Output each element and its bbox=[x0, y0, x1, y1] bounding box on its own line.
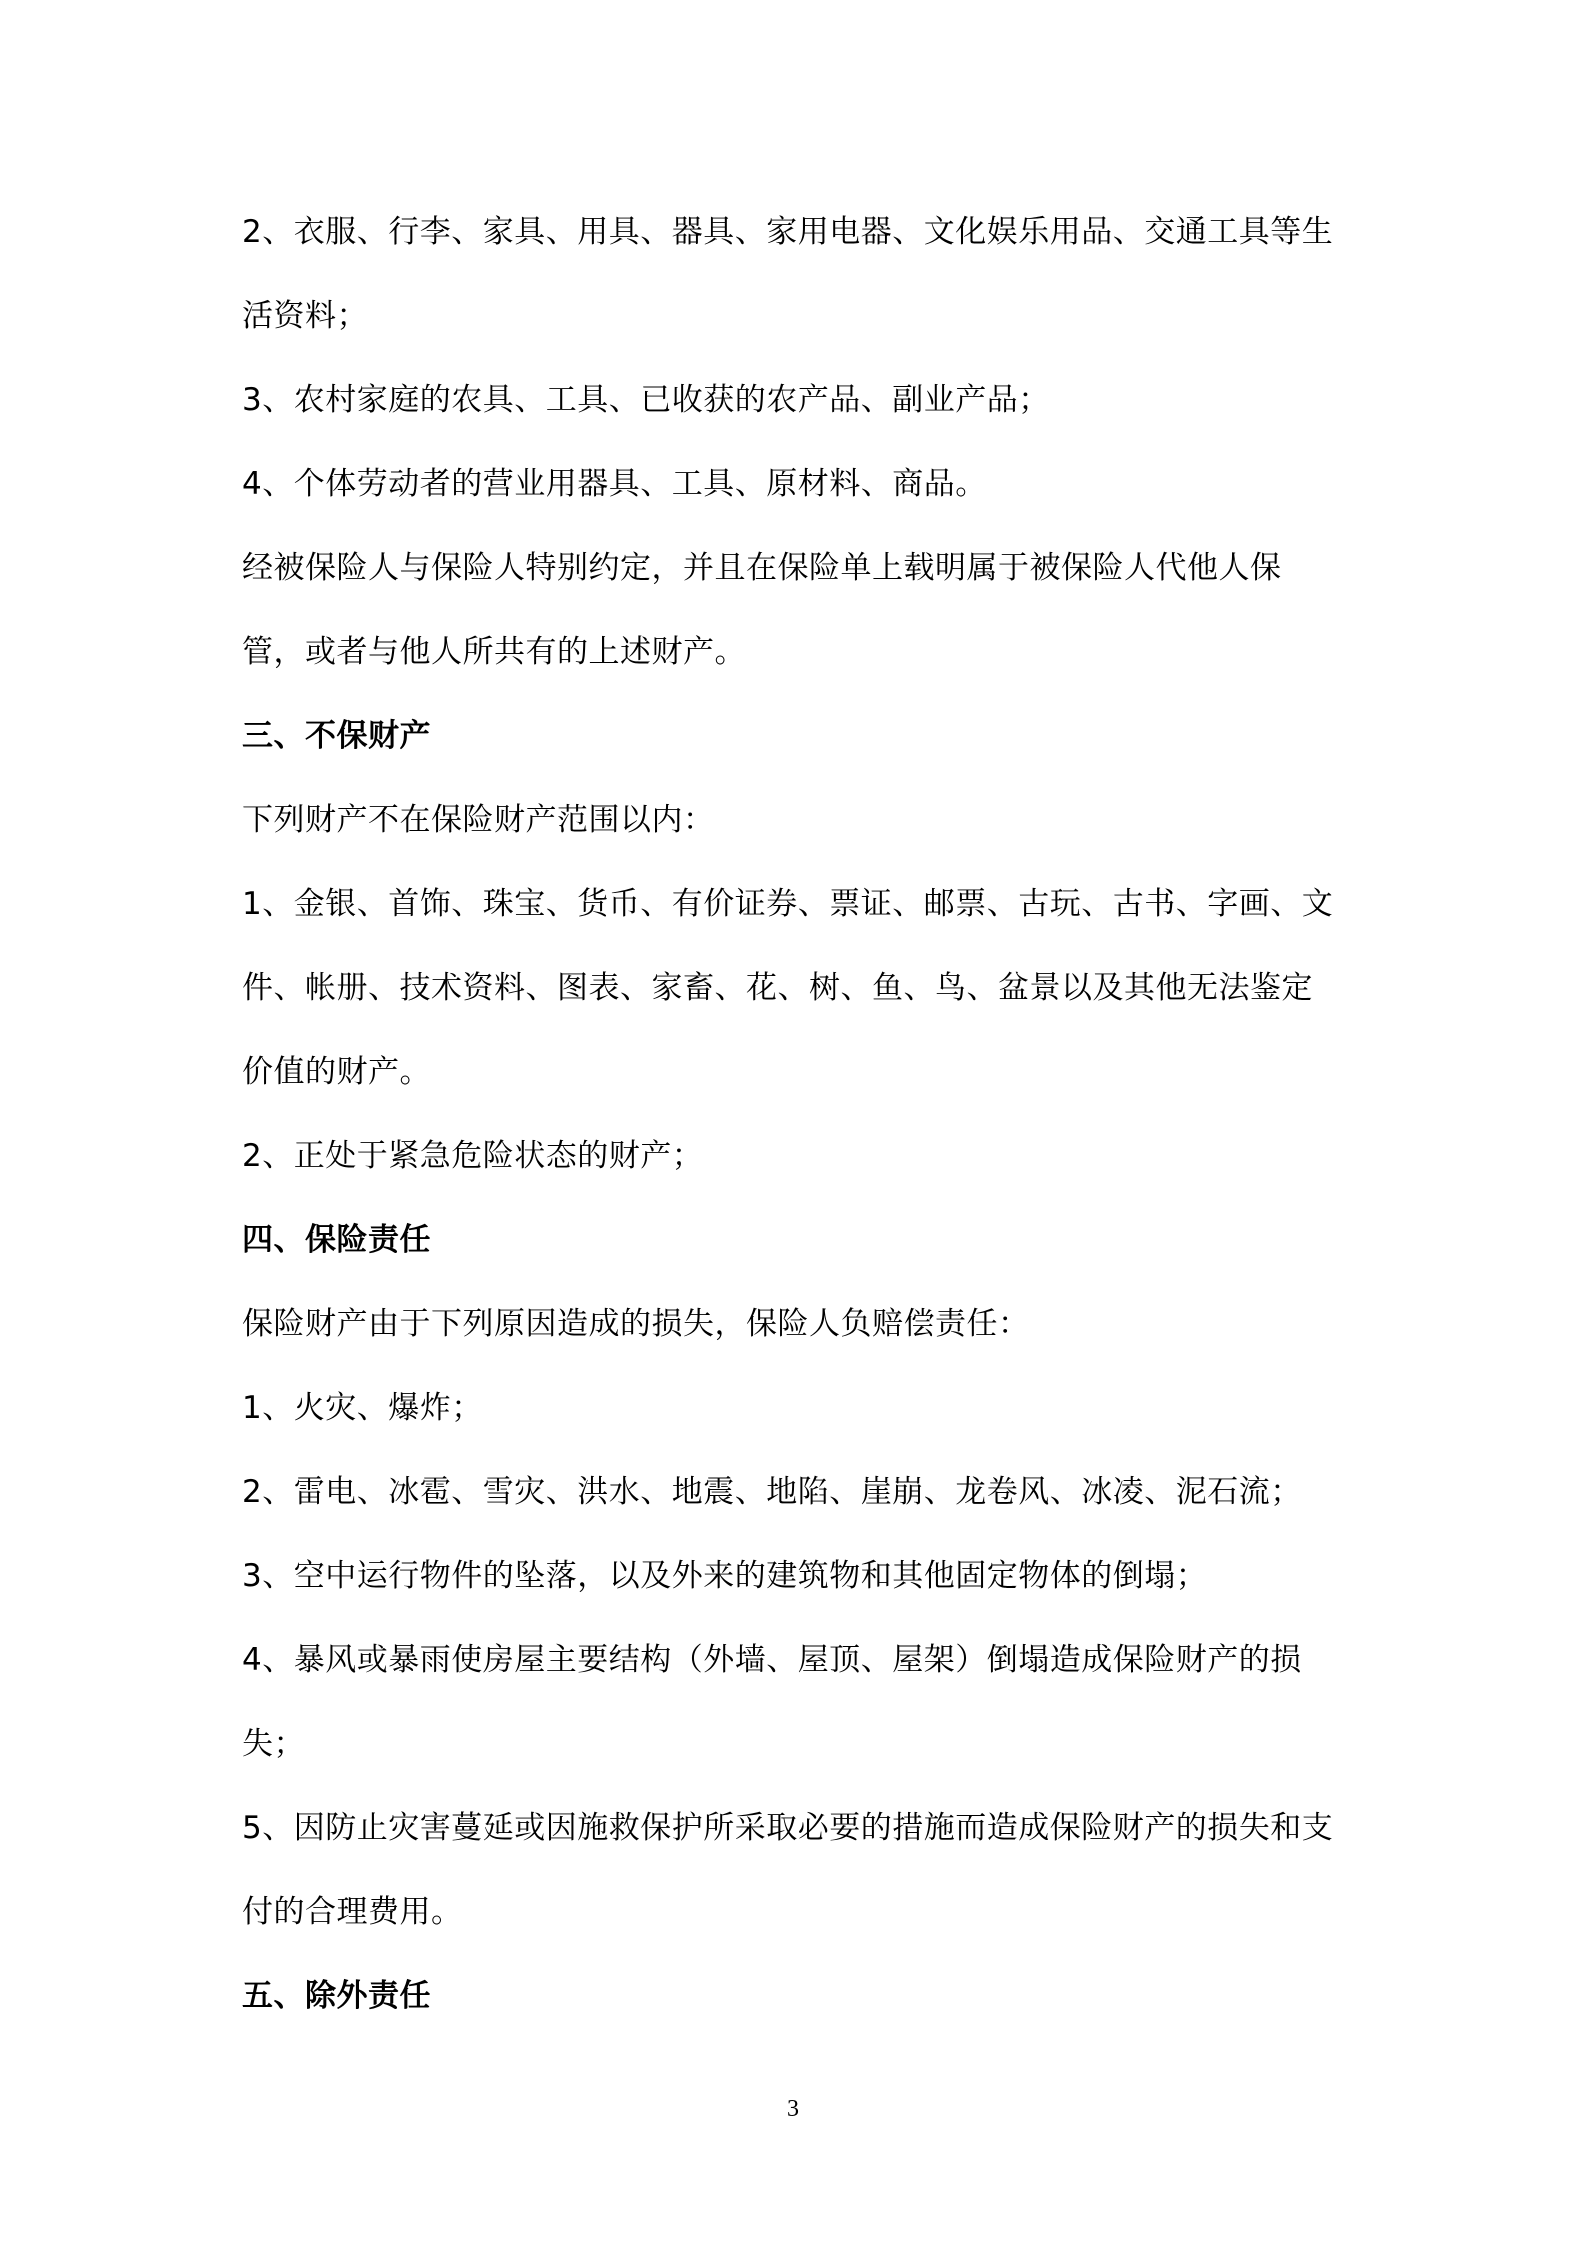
text-line: 保险财产由于下列原因造成的损失，保险人负赔偿责任： bbox=[242, 1306, 1030, 1342]
text-line: 4、暴风或暴雨使房屋主要结构（外墙、屋顶、屋架）倒塌造成保险财产的损 bbox=[242, 1642, 1302, 1678]
text-line: 3、农村家庭的农具、工具、已收获的农产品、副业产品； bbox=[242, 382, 1050, 418]
text-line: 1、金银、首饰、珠宝、货币、有价证券、票证、邮票、古玩、古书、字画、文 bbox=[242, 886, 1334, 922]
text-line: 付的合理费用。 bbox=[242, 1894, 463, 1930]
text-line: 2、衣服、行李、家具、用具、器具、家用电器、文化娱乐用品、交通工具等生 bbox=[242, 214, 1334, 250]
page-number: 3 bbox=[787, 2096, 799, 2122]
section-heading: 五、除外责任 bbox=[242, 1978, 431, 2014]
section-heading: 四、保险责任 bbox=[242, 1222, 431, 1258]
section-heading: 三、不保财产 bbox=[242, 718, 431, 754]
text-line: 5、因防止灾害蔓延或因施救保护所采取必要的措施而造成保险财产的损失和支 bbox=[242, 1810, 1334, 1846]
text-line: 管，或者与他人所共有的上述财产。 bbox=[242, 634, 746, 670]
text-line: 经被保险人与保险人特别约定，并且在保险单上载明属于被保险人代他人保 bbox=[242, 550, 1282, 586]
text-line: 2、正处于紧急危险状态的财产； bbox=[242, 1138, 704, 1174]
text-line: 4、个体劳动者的营业用器具、工具、原材料、商品。 bbox=[242, 466, 987, 502]
text-line: 件、帐册、技术资料、图表、家畜、花、树、鱼、鸟、盆景以及其他无法鉴定 bbox=[242, 970, 1313, 1006]
text-line: 价值的财产。 bbox=[242, 1054, 431, 1090]
text-line: 3、空中运行物件的坠落，以及外来的建筑物和其他固定物体的倒塌； bbox=[242, 1558, 1208, 1594]
text-line: 2、雷电、冰雹、雪灾、洪水、地震、地陷、崖崩、龙卷风、冰凌、泥石流； bbox=[242, 1474, 1302, 1510]
text-line: 下列财产不在保险财产范围以内： bbox=[242, 802, 715, 838]
text-line: 活资料； bbox=[242, 298, 368, 334]
text-line: 失； bbox=[242, 1726, 305, 1762]
text-line: 1、火灾、爆炸； bbox=[242, 1390, 483, 1426]
